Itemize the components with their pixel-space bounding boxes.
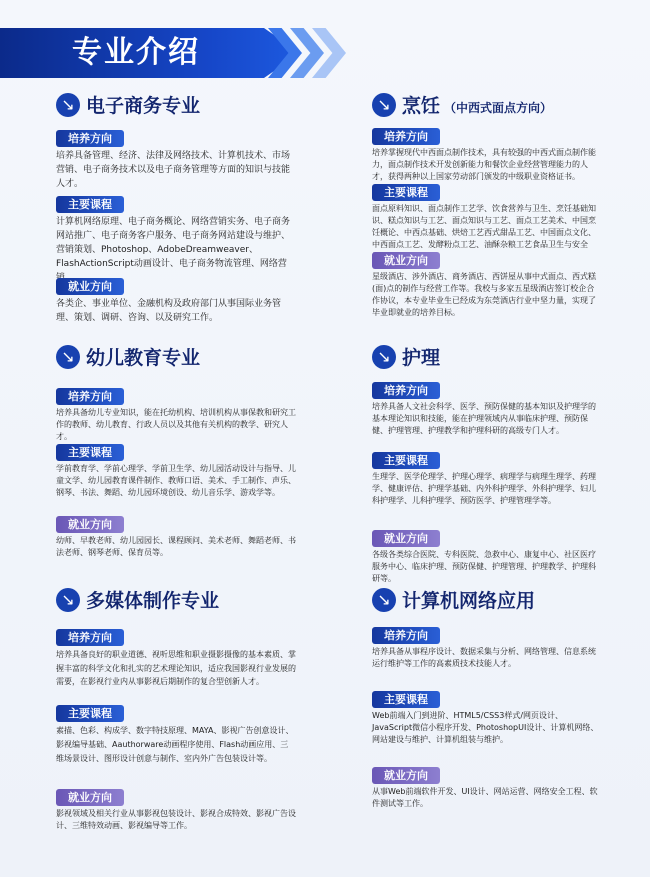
arrow-down-right-icon: ↘ <box>372 93 396 117</box>
section-text: 学前教育学、学前心理学、学前卫生学、幼儿园活动设计与指导、儿童文学、幼儿园教育课件制作、教师口语、美术、手工制作、声乐、钢琴、书法、舞蹈、幼儿园环境创设、幼儿音乐学、游戏学等。 <box>56 464 296 497</box>
tag-courses: 主要课程 <box>56 444 124 461</box>
arrow-down-right-icon: ↘ <box>372 588 396 612</box>
arrow-down-right-icon: ↘ <box>56 588 80 612</box>
section-title: 幼儿教育专业 <box>86 347 201 369</box>
section-title: 烹饪 （中西式面点方向） <box>402 95 553 117</box>
arrow-down-right-icon: ↘ <box>56 93 80 117</box>
tag-courses: 主要课程 <box>56 196 124 213</box>
arrow-down-right-icon: ↘ <box>372 345 396 369</box>
arrow-down-right-icon: ↘ <box>56 345 80 369</box>
section-nursing <box>372 345 600 583</box>
section-text: 培养具备良好的职业道德、视听思维和职业摄影摄像的基本素质、掌握丰富的科学文化和扎实的艺术理论知识，适应我国影视行业发展的需要，在影视行业内从事影视后期制作的复合型创新人才。 <box>56 650 296 686</box>
tag-career: 就业方向 <box>56 789 124 806</box>
tag-training: 培养方向 <box>372 128 440 145</box>
section-title: 计算机网络应用 <box>402 590 536 612</box>
tag-courses: 主要课程 <box>56 705 124 722</box>
tag-training: 培养方向 <box>372 382 440 399</box>
section-text: 培养具备管理、经济、法律及网络技术、计算机技术、市场营销、电子商务技术以及电子商务管理等方面的知识与技能人才。 <box>56 151 291 189</box>
section-text: 计算机网络原理、电子商务概论、网络营销实务、电子商务网站推广、电子商务客户服务、电子商务网站建设与维护、营销策划、Photoshop、AdobeDreamweaver、FlashActionScript动画设计、电子商务物流管理、网络营 <box>56 217 291 269</box>
tag-career: 就业方向 <box>372 767 440 784</box>
section-text: 面点原料知识、面点制作工艺学、饮食营养与卫生、烹饪基础知识、糕点知识与工艺、面点知识与工艺、面点工艺美术、中国烹饪概论、中西点基础、烘焙工艺西式甜品工艺、中国面点文化、中西面点工艺、发酵粉点工艺、油酥杂粮工艺食品卫生与安全 <box>372 204 596 249</box>
tag-courses: 主要课程 <box>372 184 440 201</box>
tag-courses: 主要课程 <box>372 452 440 469</box>
section-multimedia <box>56 588 296 830</box>
tag-career: 就业方向 <box>372 530 440 547</box>
tag-career: 就业方向 <box>56 516 124 533</box>
tag-training: 培养方向 <box>372 627 440 644</box>
section-title: 电子商务专业 <box>86 95 201 117</box>
section-text: 星级酒店、涉外酒店、商务酒店、西饼屋从事中式面点、西式糕(面)点的制作与经营工作等。我校与多家五星级酒店签订校企合作协议，本专业毕业生已经成为东莞酒店行业中坚力量，实现了毕业即就业的培养目标。 <box>372 272 596 317</box>
section-text: 幼师、早教老师、幼儿园园长、课程顾问、美术老师、舞蹈老师、书法老师、钢琴老师、保育员等。 <box>56 536 296 557</box>
section-text: Web前端入门到进阶、HTML5/CSS3样式/网页设计、JavaScript微信小程序开发、PhotoshopUI设计、计算机网络、网站建设与维护、计算机组装与维护。 <box>372 711 599 744</box>
section-text: 素描、色彩、构成学、数字特技原理、MAYA、影视广告创意设计、影视编导基础、Aauthorware动画程序使用、Flash动画应用、三维场景设计、图形设计创意与制作、室内外广告包装设计等。 <box>56 726 294 763</box>
tag-career: 就业方向 <box>372 252 440 269</box>
tag-training: 培养方向 <box>56 388 124 405</box>
section-text: 影视领域及相关行业从事影视包装设计、影视合成特效、影视广告设计、三维特效动画、影视编导等工作。 <box>56 809 296 830</box>
section-title: 多媒体制作专业 <box>86 590 220 612</box>
section-text: 各类企、事业单位、金融机构及政府部门从事国际业务管理、策划、调研、咨询、以及研究工作。 <box>56 299 282 323</box>
tag-career: 就业方向 <box>56 278 124 295</box>
section-text: 培养具备从事程序设计、数据采集与分析、网络管理、信息系统运行维护等工作的高素质技术技能人才。 <box>372 647 596 668</box>
tag-training: 培养方向 <box>56 629 124 646</box>
section-text: 各级各类综合医院、专科医院、急救中心、康复中心、社区医疗服务中心、临床护理、预防保健、护理管理、护理教学、护理科研等。 <box>372 550 596 583</box>
section-preschool <box>56 345 296 557</box>
section-text: 培养掌握现代中西面点制作技术，具有较强的中西式面点制作能力，面点制作技术开发创新能力和餐饮企业经营管理能力的人才，获得两种以上国家劳动部门颁发的中级职业资格证书。 <box>372 148 596 181</box>
section-network <box>372 588 600 808</box>
section-text: 生理学、医学伦理学、护理心理学、病理学与病理生理学、药理学、健康评估、护理学基础、内外科护理学、外科护理学、妇儿科护理学、儿科护理学、预防医学、护理管理学等。 <box>372 472 596 505</box>
tag-training: 培养方向 <box>56 130 124 147</box>
section-cooking <box>372 93 600 317</box>
section-ecommerce <box>56 93 296 323</box>
page-title: 专业介绍 <box>72 35 200 70</box>
section-text: 培养具备幼儿专业知识，能在托幼机构、培训机构从事保教和研究工作的教师、幼儿教育、行政人员以及其他有关机构的教学、研究人才。 <box>56 408 296 441</box>
section-text: 从事Web前端软件开发、UI设计、网站运营、网络安全工程、软件测试等工作。 <box>372 787 598 808</box>
section-title: 护理 <box>402 347 441 369</box>
section-text: 培养具备人文社会科学、医学、预防保健的基本知识及护理学的基本理论知识和技能，能在护理领域内从事临床护理、预防保健、护理管理、护理教学和护理科研的高级专门人才。 <box>372 402 596 435</box>
tag-courses: 主要课程 <box>372 691 440 708</box>
